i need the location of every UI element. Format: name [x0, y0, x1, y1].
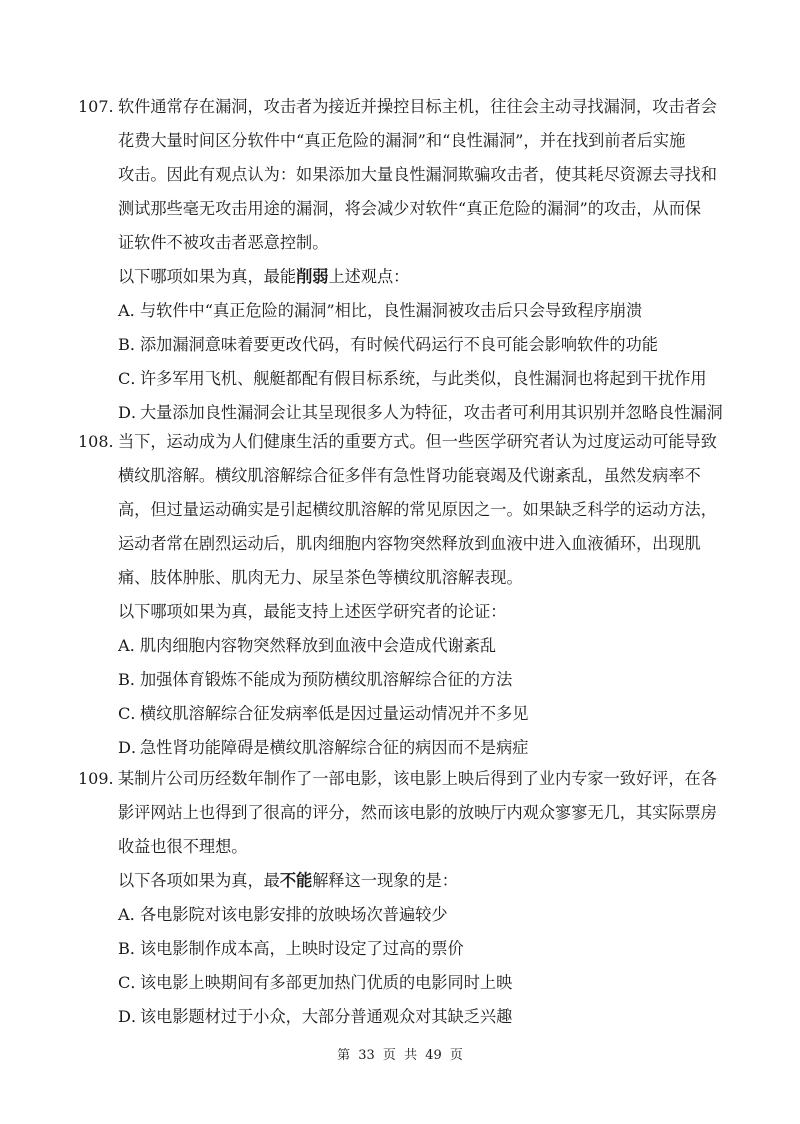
question-stem-line: 影评网站上也得到了很高的评分，然而该电影的放映厅内观众寥寥无几，其实际票房 — [118, 803, 717, 822]
prompt-text: 以下各项如果为真，最 — [118, 871, 280, 890]
prompt-text: 以下哪项如果为真，最能 — [118, 267, 297, 286]
question-prompt — [78, 260, 728, 294]
question-stem-line: 痛、肢体肿胀、肌肉无力、尿呈茶色等横纹肌溶解表现。 — [118, 568, 523, 587]
option-letter: A． — [118, 301, 146, 320]
question-stem-line — [78, 90, 728, 124]
option-letter: B． — [118, 670, 147, 689]
option-text: 该电影题材过于小众，大部分普通观众对其缺乏兴趣 — [140, 1007, 513, 1026]
option-text: 添加漏洞意味着要更改代码，有时候代码运行不良可能会影响软件的功能 — [140, 335, 658, 354]
option-text: 大量添加良性漏洞会让其呈现很多人为特征，攻击者可利用其识别并忽略良性漏洞 — [140, 403, 723, 422]
question-stem-line: 横纹肌溶解。横纹肌溶解综合征多伴有急性肾功能衰竭及代谢紊乱，虽然发病率不 — [118, 466, 701, 485]
option-b — [78, 328, 728, 362]
option-letter: C． — [118, 973, 147, 992]
option-text: 肌肉细胞内容物突然释放到血液中会造成代谢紊乱 — [140, 636, 497, 655]
prompt-text-end: 上述观点： — [328, 267, 410, 286]
question-109 — [78, 762, 728, 1034]
question-stem-line: 测试那些毫无攻击用途的漏洞，将会减少对软件“真正危险的漏洞”的攻击，从而保 — [118, 199, 702, 218]
option-c — [78, 966, 728, 1000]
page-footer: 第 33 页 共 49 页 — [337, 1048, 463, 1063]
option-text: 横纹肌溶解综合征发病率低是因过量运动情况并不多见 — [140, 704, 529, 723]
stem-text: 当下，运动成为人们健康生活的重要方式。但一些医学研究者认为过度运动可能导致 — [118, 432, 717, 451]
question-prompt — [78, 864, 728, 898]
question-108 — [78, 425, 728, 765]
option-letter: A． — [118, 636, 146, 655]
option-d — [78, 731, 728, 765]
stem-text: 软件通常存在漏洞，攻击者为接近并操控目标主机，往往会主动寻找漏洞，攻击者会 — [118, 97, 717, 116]
option-letter: C． — [118, 369, 147, 388]
option-letter: D． — [118, 1007, 148, 1026]
option-letter: B． — [118, 939, 147, 958]
prompt-text-end: 解释这一现象的是： — [312, 871, 458, 890]
question-number: 108. — [78, 432, 114, 451]
option-letter: A． — [118, 905, 146, 924]
prompt-emphasis: 削弱 — [296, 267, 329, 286]
option-c — [78, 362, 728, 396]
stem-text: 某制片公司历经数年制作了一部电影，该电影上映后得到了业内专家一致好评，在各 — [118, 769, 717, 788]
question-stem-line: 花费大量时间区分软件中“真正危险的漏洞”和“良性漏洞”，并在找到前者后实施 — [118, 131, 686, 150]
option-text: 加强体育锻炼不能成为预防横纹肌溶解综合征的方法 — [140, 670, 513, 689]
option-a — [78, 629, 728, 663]
option-text: 该电影制作成本高，上映时设定了过高的票价 — [140, 939, 464, 958]
question-stem-line — [78, 425, 728, 459]
prompt-text: 以下哪项如果为真，最能支持上述医学研究者的论证： — [118, 602, 507, 621]
option-b — [78, 663, 728, 697]
option-letter: B． — [118, 335, 147, 354]
option-text: 急性肾功能障碍是横纹肌溶解综合征的病因而不是病症 — [140, 738, 529, 757]
question-stem-line: 运动者常在剧烈运动后，肌肉细胞内容物突然释放到血液中进入血液循环，出现肌 — [118, 534, 701, 553]
question-stem-line: 攻击。因此有观点认为：如果添加大量良性漏洞欺骗攻击者，使其耗尽资源去寻找和 — [118, 165, 717, 184]
option-text: 各电影院对该电影安排的放映场次普遍较少 — [140, 905, 448, 924]
question-stem-line: 收益也很不理想。 — [118, 837, 248, 856]
option-letter: C． — [118, 704, 147, 723]
option-b — [78, 932, 728, 966]
question-stem-line — [78, 762, 728, 796]
prompt-emphasis: 不能 — [279, 871, 313, 890]
option-a — [78, 898, 728, 932]
option-letter: D． — [118, 738, 148, 757]
option-letter: D． — [118, 403, 148, 422]
question-stem-line: 高，但过量运动确实是引起横纹肌溶解的常见原因之一。如果缺乏科学的运动方法， — [118, 500, 717, 519]
option-text: 该电影上映期间有多部更加热门优质的电影同时上映 — [140, 973, 513, 992]
option-c — [78, 697, 728, 731]
option-a — [78, 294, 728, 328]
question-107 — [78, 90, 728, 430]
question-number: 109. — [78, 769, 114, 788]
option-d — [78, 1000, 728, 1034]
option-text: 许多军用飞机、舰艇都配有假目标系统，与此类似，良性漏洞也将起到干扰作用 — [140, 369, 707, 388]
question-stem-line: 证软件不被攻击者恶意控制。 — [118, 233, 329, 252]
option-text: 与软件中“真正危险的漏洞”相比，良性漏洞被攻击后只会导致程序崩溃 — [140, 301, 643, 320]
question-prompt — [78, 595, 728, 629]
question-number: 107. — [78, 97, 114, 116]
